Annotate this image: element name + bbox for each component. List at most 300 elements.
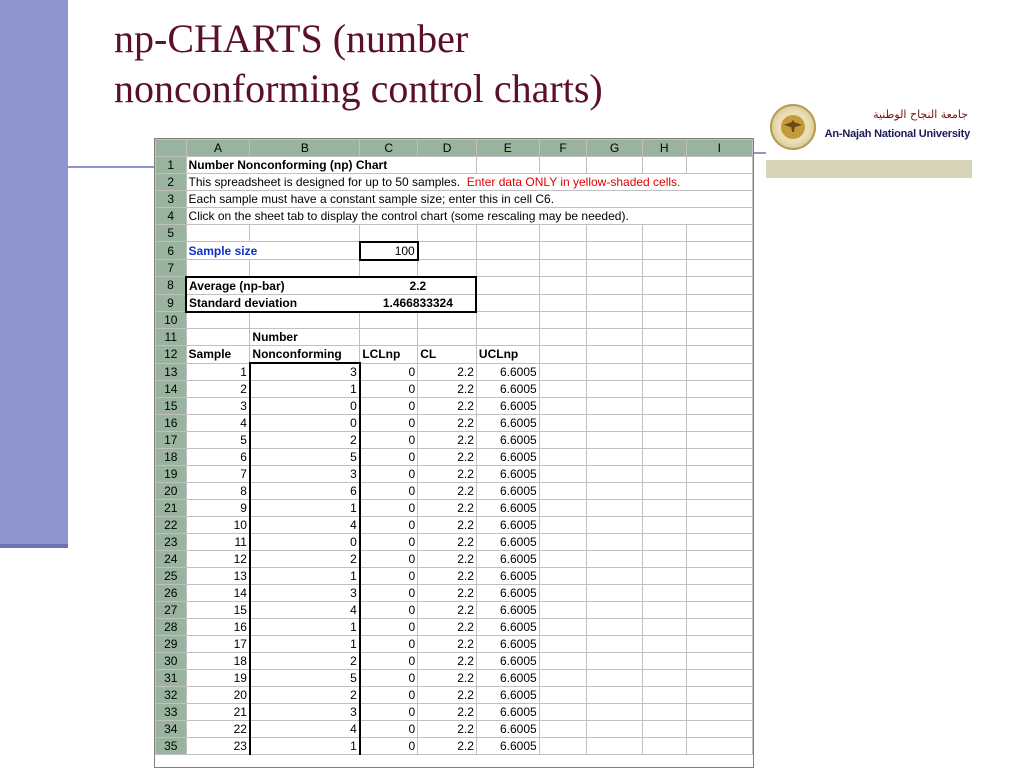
cell-empty[interactable] <box>539 398 587 415</box>
cl-cell[interactable]: 2.2 <box>418 568 477 585</box>
cell-empty[interactable] <box>587 312 643 329</box>
cell-empty[interactable] <box>186 260 250 277</box>
cell-empty[interactable] <box>360 329 418 346</box>
cell-empty[interactable] <box>476 312 539 329</box>
uclnp-cell[interactable]: 6.6005 <box>476 534 539 551</box>
row-header[interactable]: 35 <box>156 738 187 755</box>
cell-empty[interactable] <box>686 157 752 174</box>
nonconforming-input-cell[interactable]: 1 <box>250 568 360 585</box>
uclnp-cell[interactable]: 6.6005 <box>476 415 539 432</box>
cell-empty[interactable] <box>476 242 539 260</box>
cell-empty[interactable] <box>539 517 587 534</box>
cell-empty[interactable] <box>587 738 643 755</box>
cl-cell[interactable]: 2.2 <box>418 483 477 500</box>
cell-empty[interactable] <box>539 602 587 619</box>
cell-empty[interactable] <box>587 483 643 500</box>
uclnp-cell[interactable]: 6.6005 <box>476 721 539 738</box>
row-header-8[interactable]: 8 <box>156 277 187 295</box>
uclnp-cell[interactable]: 6.6005 <box>476 687 539 704</box>
uclnp-cell[interactable]: 6.6005 <box>476 670 539 687</box>
cell-empty[interactable] <box>360 260 418 277</box>
nonconforming-input-cell[interactable]: 5 <box>250 670 360 687</box>
cell-empty[interactable] <box>642 466 686 483</box>
cl-cell[interactable]: 2.2 <box>418 602 477 619</box>
row-header[interactable]: 25 <box>156 568 187 585</box>
sample-number-cell[interactable]: 6 <box>186 449 250 466</box>
cell-empty[interactable] <box>587 260 643 277</box>
uclnp-cell[interactable]: 6.6005 <box>476 738 539 755</box>
nonconforming-input-cell[interactable]: 2 <box>250 432 360 449</box>
uclnp-cell[interactable]: 6.6005 <box>476 363 539 381</box>
column-header-a[interactable]: A <box>186 140 250 157</box>
cell-empty[interactable] <box>418 242 477 260</box>
row-header[interactable]: 29 <box>156 636 187 653</box>
cell-empty[interactable] <box>587 517 643 534</box>
cell-empty[interactable] <box>642 670 686 687</box>
cell-empty[interactable] <box>587 381 643 398</box>
lclnp-cell[interactable]: 0 <box>360 500 418 517</box>
cell-empty[interactable] <box>587 619 643 636</box>
uclnp-cell[interactable]: 6.6005 <box>476 517 539 534</box>
cl-cell[interactable]: 2.2 <box>418 363 477 381</box>
cell-empty[interactable] <box>186 225 250 242</box>
row-header[interactable]: 17 <box>156 432 187 449</box>
cell-empty[interactable] <box>587 704 643 721</box>
row-header[interactable]: 18 <box>156 449 187 466</box>
uclnp-cell[interactable]: 6.6005 <box>476 398 539 415</box>
cl-cell[interactable]: 2.2 <box>418 653 477 670</box>
sample-number-cell[interactable]: 7 <box>186 466 250 483</box>
cell-empty[interactable] <box>539 738 587 755</box>
cell-empty[interactable] <box>587 670 643 687</box>
uclnp-cell[interactable]: 6.6005 <box>476 466 539 483</box>
nonconforming-input-cell[interactable]: 2 <box>250 653 360 670</box>
cell-empty[interactable] <box>642 585 686 602</box>
nonconforming-input-cell[interactable]: 4 <box>250 517 360 534</box>
uclnp-cell[interactable]: 6.6005 <box>476 449 539 466</box>
sample-size-label[interactable]: Sample size <box>186 242 360 260</box>
cell-empty[interactable] <box>642 329 686 346</box>
cell-empty[interactable] <box>686 721 752 738</box>
cell-empty[interactable] <box>539 363 587 381</box>
column-header-g[interactable]: G <box>587 140 643 157</box>
cell-empty[interactable] <box>642 483 686 500</box>
cell-empty[interactable] <box>686 225 752 242</box>
nonconforming-input-cell[interactable]: 4 <box>250 602 360 619</box>
cell-empty[interactable] <box>539 312 587 329</box>
cell-empty[interactable] <box>642 636 686 653</box>
header-number[interactable]: Number <box>250 329 360 346</box>
row-header-2[interactable]: 2 <box>156 174 187 191</box>
cell-empty[interactable] <box>642 653 686 670</box>
sample-size-input[interactable]: 100 <box>360 242 418 260</box>
cell-empty[interactable] <box>250 260 360 277</box>
cell-empty[interactable] <box>642 277 686 295</box>
cell-empty[interactable] <box>642 534 686 551</box>
cell-empty[interactable] <box>686 277 752 295</box>
column-header-f[interactable]: F <box>539 140 587 157</box>
lclnp-cell[interactable]: 0 <box>360 466 418 483</box>
sample-number-cell[interactable]: 2 <box>186 381 250 398</box>
cell-empty[interactable] <box>476 277 539 295</box>
cell-empty[interactable] <box>686 517 752 534</box>
cell-empty[interactable] <box>587 242 643 260</box>
stddev-label[interactable]: Standard deviation <box>186 294 360 312</box>
cl-cell[interactable]: 2.2 <box>418 415 477 432</box>
cell-empty[interactable] <box>186 312 250 329</box>
cell-empty[interactable] <box>587 602 643 619</box>
cell-empty[interactable] <box>539 277 587 295</box>
row-header-5[interactable]: 5 <box>156 225 187 242</box>
row-header[interactable]: 16 <box>156 415 187 432</box>
cl-cell[interactable]: 2.2 <box>418 670 477 687</box>
cell-empty[interactable] <box>418 312 477 329</box>
cell-empty[interactable] <box>642 415 686 432</box>
lclnp-cell[interactable]: 0 <box>360 449 418 466</box>
sample-number-cell[interactable]: 5 <box>186 432 250 449</box>
cell-empty[interactable] <box>587 500 643 517</box>
cell-empty[interactable] <box>686 466 752 483</box>
row-header-11[interactable]: 11 <box>156 329 187 346</box>
cell-empty[interactable] <box>642 602 686 619</box>
stddev-value[interactable]: 1.466833324 <box>360 294 477 312</box>
cl-cell[interactable]: 2.2 <box>418 466 477 483</box>
uclnp-cell[interactable]: 6.6005 <box>476 585 539 602</box>
uclnp-cell[interactable]: 6.6005 <box>476 704 539 721</box>
cell-empty[interactable] <box>686 432 752 449</box>
cell-empty[interactable] <box>642 500 686 517</box>
cell-empty[interactable] <box>587 277 643 295</box>
cell-empty[interactable] <box>642 738 686 755</box>
cell-empty[interactable] <box>587 721 643 738</box>
cell-empty[interactable] <box>587 294 643 312</box>
sample-number-cell[interactable]: 17 <box>186 636 250 653</box>
cell-empty[interactable] <box>642 449 686 466</box>
cl-cell[interactable]: 2.2 <box>418 381 477 398</box>
cell-empty[interactable] <box>587 398 643 415</box>
sample-number-cell[interactable]: 9 <box>186 500 250 517</box>
nonconforming-input-cell[interactable]: 1 <box>250 619 360 636</box>
row-header[interactable]: 34 <box>156 721 187 738</box>
cell-empty[interactable] <box>587 329 643 346</box>
cl-cell[interactable]: 2.2 <box>418 619 477 636</box>
row-header[interactable]: 32 <box>156 687 187 704</box>
uclnp-cell[interactable]: 6.6005 <box>476 636 539 653</box>
row-header[interactable]: 13 <box>156 363 187 381</box>
row-header[interactable]: 27 <box>156 602 187 619</box>
uclnp-cell[interactable]: 6.6005 <box>476 483 539 500</box>
cell-empty[interactable] <box>587 636 643 653</box>
uclnp-cell[interactable]: 6.6005 <box>476 653 539 670</box>
cell-empty[interactable] <box>539 636 587 653</box>
cell-empty[interactable] <box>539 381 587 398</box>
cell-empty[interactable] <box>686 551 752 568</box>
lclnp-cell[interactable]: 0 <box>360 619 418 636</box>
cell-empty[interactable] <box>539 415 587 432</box>
header-sample[interactable]: Sample <box>186 346 250 364</box>
cell-empty[interactable] <box>539 225 587 242</box>
lclnp-cell[interactable]: 0 <box>360 636 418 653</box>
row-header[interactable]: 28 <box>156 619 187 636</box>
nonconforming-input-cell[interactable]: 4 <box>250 721 360 738</box>
row-header[interactable]: 23 <box>156 534 187 551</box>
cell-empty[interactable] <box>642 346 686 364</box>
cell-empty[interactable] <box>587 687 643 704</box>
cell-a2-text[interactable] <box>186 174 752 191</box>
cell-empty[interactable] <box>587 568 643 585</box>
row-header[interactable]: 19 <box>156 466 187 483</box>
cl-cell[interactable]: 2.2 <box>418 449 477 466</box>
nonconforming-input-cell[interactable]: 0 <box>250 398 360 415</box>
sample-number-cell[interactable]: 21 <box>186 704 250 721</box>
cell-empty[interactable] <box>587 346 643 364</box>
sample-number-cell[interactable]: 22 <box>186 721 250 738</box>
sample-number-cell[interactable]: 8 <box>186 483 250 500</box>
row-header-7[interactable]: 7 <box>156 260 187 277</box>
cell-empty[interactable] <box>642 312 686 329</box>
spreadsheet[interactable] <box>154 138 754 768</box>
uclnp-cell[interactable]: 6.6005 <box>476 551 539 568</box>
row-header[interactable]: 24 <box>156 551 187 568</box>
cell-a3-text[interactable]: Each sample must have a constant sample size; enter this in cell C6. <box>186 191 752 208</box>
column-header-b[interactable]: B <box>250 140 360 157</box>
lclnp-cell[interactable]: 0 <box>360 687 418 704</box>
cell-empty[interactable] <box>686 483 752 500</box>
column-header-i[interactable]: I <box>686 140 752 157</box>
cell-empty[interactable] <box>539 449 587 466</box>
cell-empty[interactable] <box>686 568 752 585</box>
cell-empty[interactable] <box>587 653 643 670</box>
cell-empty[interactable] <box>539 483 587 500</box>
cl-cell[interactable]: 2.2 <box>418 398 477 415</box>
uclnp-cell[interactable]: 6.6005 <box>476 381 539 398</box>
cell-empty[interactable] <box>642 363 686 381</box>
nonconforming-input-cell[interactable]: 0 <box>250 415 360 432</box>
nonconforming-input-cell[interactable]: 3 <box>250 704 360 721</box>
header-lclnp[interactable]: LCLnp <box>360 346 418 364</box>
cl-cell[interactable]: 2.2 <box>418 687 477 704</box>
cell-empty[interactable] <box>642 260 686 277</box>
nonconforming-input-cell[interactable]: 3 <box>250 363 360 381</box>
cell-empty[interactable] <box>686 381 752 398</box>
cell-empty[interactable] <box>539 500 587 517</box>
cell-empty[interactable] <box>539 568 587 585</box>
row-header[interactable]: 15 <box>156 398 187 415</box>
cell-empty[interactable] <box>686 260 752 277</box>
row-header[interactable]: 30 <box>156 653 187 670</box>
row-header[interactable]: 22 <box>156 517 187 534</box>
cell-empty[interactable] <box>360 225 418 242</box>
uclnp-cell[interactable]: 6.6005 <box>476 432 539 449</box>
cell-empty[interactable] <box>642 551 686 568</box>
cell-empty[interactable] <box>686 602 752 619</box>
row-header[interactable]: 21 <box>156 500 187 517</box>
cell-empty[interactable] <box>418 329 477 346</box>
lclnp-cell[interactable]: 0 <box>360 432 418 449</box>
uclnp-cell[interactable]: 6.6005 <box>476 568 539 585</box>
cell-empty[interactable] <box>587 225 643 242</box>
cell-empty[interactable] <box>418 157 477 174</box>
cell-empty[interactable] <box>476 329 539 346</box>
cell-empty[interactable] <box>686 363 752 381</box>
sample-number-cell[interactable]: 20 <box>186 687 250 704</box>
cell-empty[interactable] <box>418 260 477 277</box>
lclnp-cell[interactable]: 0 <box>360 534 418 551</box>
cell-empty[interactable] <box>587 363 643 381</box>
header-cl[interactable]: CL <box>418 346 477 364</box>
sample-number-cell[interactable]: 14 <box>186 585 250 602</box>
cell-empty[interactable] <box>686 619 752 636</box>
cell-empty[interactable] <box>642 381 686 398</box>
header-uclnp[interactable]: UCLnp <box>476 346 539 364</box>
cell-empty[interactable] <box>587 449 643 466</box>
cell-empty[interactable] <box>539 551 587 568</box>
row-header[interactable]: 26 <box>156 585 187 602</box>
nonconforming-input-cell[interactable]: 6 <box>250 483 360 500</box>
cell-a4-text[interactable]: Click on the sheet tab to display the control chart (some rescaling may be needed). <box>186 208 752 225</box>
lclnp-cell[interactable]: 0 <box>360 551 418 568</box>
cell-empty[interactable] <box>642 294 686 312</box>
spreadsheet-grid[interactable] <box>155 139 753 755</box>
row-header[interactable]: 14 <box>156 381 187 398</box>
cell-empty[interactable] <box>587 534 643 551</box>
cell-empty[interactable] <box>587 432 643 449</box>
cell-empty[interactable] <box>539 721 587 738</box>
cell-empty[interactable] <box>642 704 686 721</box>
cell-empty[interactable] <box>360 312 418 329</box>
cell-empty[interactable] <box>642 568 686 585</box>
lclnp-cell[interactable]: 0 <box>360 670 418 687</box>
cell-empty[interactable] <box>539 585 587 602</box>
cell-empty[interactable] <box>686 294 752 312</box>
cell-empty[interactable] <box>642 157 686 174</box>
cell-empty[interactable] <box>539 619 587 636</box>
cell-empty[interactable] <box>686 636 752 653</box>
cell-empty[interactable] <box>686 449 752 466</box>
sample-number-cell[interactable]: 19 <box>186 670 250 687</box>
lclnp-cell[interactable]: 0 <box>360 653 418 670</box>
row-header-6[interactable]: 6 <box>156 242 187 260</box>
cell-empty[interactable] <box>642 225 686 242</box>
cell-empty[interactable] <box>539 534 587 551</box>
cell-empty[interactable] <box>642 687 686 704</box>
cell-empty[interactable] <box>539 687 587 704</box>
cl-cell[interactable]: 2.2 <box>418 517 477 534</box>
cell-empty[interactable] <box>587 157 643 174</box>
cell-empty[interactable] <box>539 670 587 687</box>
cell-empty[interactable] <box>642 721 686 738</box>
cl-cell[interactable]: 2.2 <box>418 551 477 568</box>
cell-empty[interactable] <box>539 329 587 346</box>
sample-number-cell[interactable]: 12 <box>186 551 250 568</box>
nonconforming-input-cell[interactable]: 3 <box>250 585 360 602</box>
nonconforming-input-cell[interactable]: 2 <box>250 551 360 568</box>
select-all-corner[interactable] <box>156 140 187 157</box>
cell-empty[interactable] <box>476 260 539 277</box>
cell-empty[interactable] <box>686 329 752 346</box>
cell-empty[interactable] <box>686 534 752 551</box>
cell-empty[interactable] <box>642 242 686 260</box>
sample-number-cell[interactable]: 23 <box>186 738 250 755</box>
sample-number-cell[interactable]: 4 <box>186 415 250 432</box>
cl-cell[interactable]: 2.2 <box>418 432 477 449</box>
row-header[interactable]: 33 <box>156 704 187 721</box>
cell-empty[interactable] <box>587 585 643 602</box>
nonconforming-input-cell[interactable]: 0 <box>250 534 360 551</box>
cell-empty[interactable] <box>418 225 477 242</box>
average-label[interactable]: Average (np-bar) <box>186 277 360 295</box>
cell-empty[interactable] <box>476 225 539 242</box>
cell-empty[interactable] <box>539 157 587 174</box>
cl-cell[interactable]: 2.2 <box>418 721 477 738</box>
cell-empty[interactable] <box>476 294 539 312</box>
column-header-e[interactable]: E <box>476 140 539 157</box>
lclnp-cell[interactable]: 0 <box>360 738 418 755</box>
lclnp-cell[interactable]: 0 <box>360 602 418 619</box>
sample-number-cell[interactable]: 15 <box>186 602 250 619</box>
cell-empty[interactable] <box>686 346 752 364</box>
sample-number-cell[interactable]: 16 <box>186 619 250 636</box>
cell-empty[interactable] <box>686 653 752 670</box>
cell-empty[interactable] <box>250 312 360 329</box>
cl-cell[interactable]: 2.2 <box>418 704 477 721</box>
cell-empty[interactable] <box>642 432 686 449</box>
lclnp-cell[interactable]: 0 <box>360 398 418 415</box>
lclnp-cell[interactable]: 0 <box>360 585 418 602</box>
nonconforming-input-cell[interactable]: 2 <box>250 687 360 704</box>
nonconforming-input-cell[interactable]: 3 <box>250 466 360 483</box>
cell-empty[interactable] <box>686 415 752 432</box>
cl-cell[interactable]: 2.2 <box>418 738 477 755</box>
sample-number-cell[interactable]: 18 <box>186 653 250 670</box>
cell-empty[interactable] <box>686 312 752 329</box>
cl-cell[interactable]: 2.2 <box>418 636 477 653</box>
cell-empty[interactable] <box>686 687 752 704</box>
row-header-1[interactable]: 1 <box>156 157 187 174</box>
nonconforming-input-cell[interactable]: 1 <box>250 381 360 398</box>
cl-cell[interactable]: 2.2 <box>418 500 477 517</box>
lclnp-cell[interactable]: 0 <box>360 704 418 721</box>
cell-empty[interactable] <box>686 398 752 415</box>
sample-number-cell[interactable]: 10 <box>186 517 250 534</box>
nonconforming-input-cell[interactable]: 1 <box>250 500 360 517</box>
uclnp-cell[interactable]: 6.6005 <box>476 619 539 636</box>
column-header-h[interactable]: H <box>642 140 686 157</box>
cl-cell[interactable]: 2.2 <box>418 585 477 602</box>
row-header-4[interactable]: 4 <box>156 208 187 225</box>
nonconforming-input-cell[interactable]: 1 <box>250 738 360 755</box>
header-nonconforming[interactable]: Nonconforming <box>250 346 360 364</box>
cl-cell[interactable]: 2.2 <box>418 534 477 551</box>
cell-empty[interactable] <box>539 294 587 312</box>
row-header-10[interactable]: 10 <box>156 312 187 329</box>
cell-empty[interactable] <box>539 346 587 364</box>
cell-empty[interactable] <box>476 157 539 174</box>
sample-number-cell[interactable]: 11 <box>186 534 250 551</box>
cell-empty[interactable] <box>686 704 752 721</box>
uclnp-cell[interactable]: 6.6005 <box>476 500 539 517</box>
row-header[interactable]: 20 <box>156 483 187 500</box>
lclnp-cell[interactable]: 0 <box>360 415 418 432</box>
cell-empty[interactable] <box>587 415 643 432</box>
cell-empty[interactable] <box>539 466 587 483</box>
cell-empty[interactable] <box>686 585 752 602</box>
cell-empty[interactable] <box>250 225 360 242</box>
lclnp-cell[interactable]: 0 <box>360 721 418 738</box>
lclnp-cell[interactable]: 0 <box>360 381 418 398</box>
cell-empty[interactable] <box>587 551 643 568</box>
cell-empty[interactable] <box>539 260 587 277</box>
